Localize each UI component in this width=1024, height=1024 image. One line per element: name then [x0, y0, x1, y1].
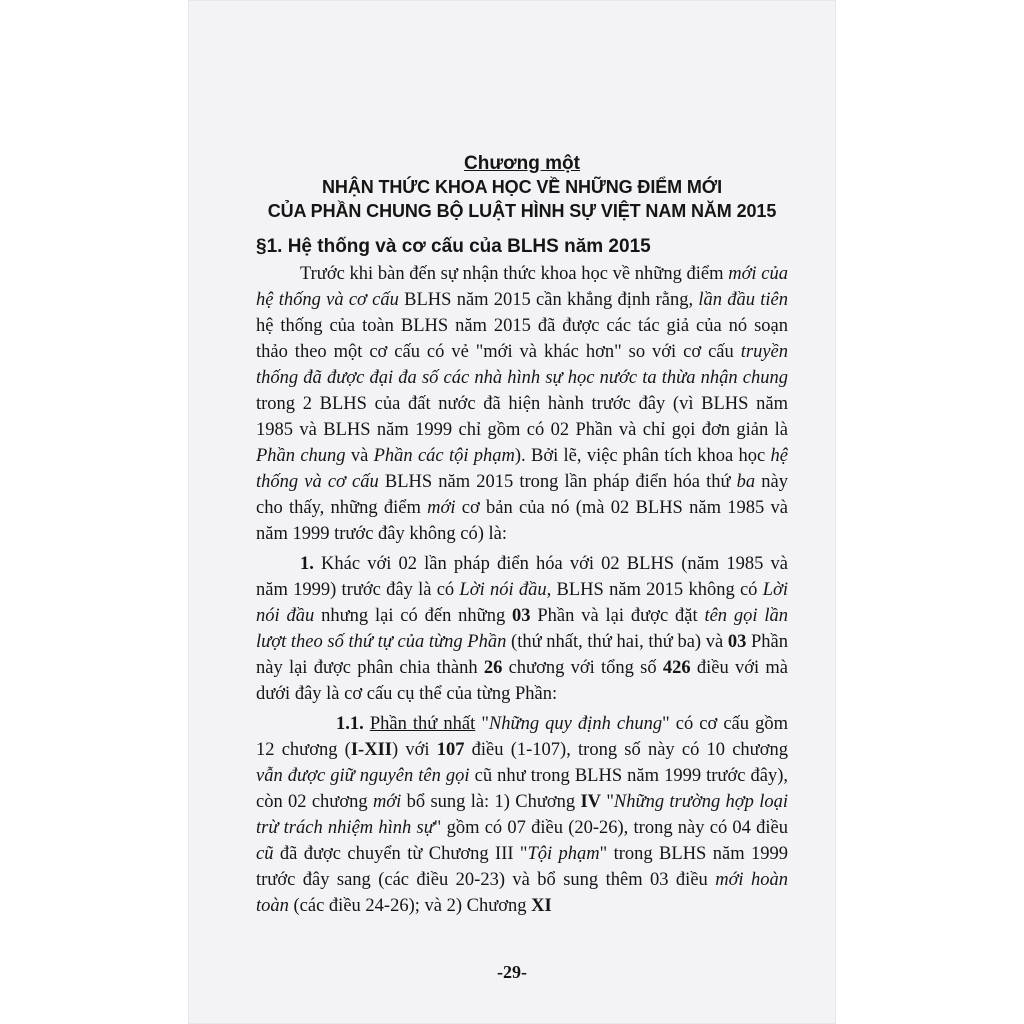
chapter-heading-line-1: NHẬN THỨC KHOA HỌC VỀ NHỮNG ĐIỂM MỚI — [322, 177, 722, 197]
paragraph-point-1 — [256, 551, 788, 707]
text-run: BLHS năm 2015 trong lần pháp điển hóa thứ — [378, 472, 737, 492]
text-run: " trong BLHS năm 1999 trước đây sang (các điều 20-23) và bổ sung thêm 03 điều — [256, 844, 788, 890]
text-run: Khác với 02 lần pháp điển hóa với 02 BLHS (năm 1985 và năm 1999) trước đây là có — [256, 554, 788, 600]
page-number: -29- — [497, 962, 527, 982]
italic-run: Những quy định chung — [488, 714, 663, 734]
text-run: điều với mà dưới đây là cơ cấu cụ thể của từng Phần: — [256, 658, 788, 704]
bold-run: 03 — [512, 606, 531, 626]
text-run: điều (1-107), trong số này có 10 chương — [464, 740, 788, 760]
text-run: này cho thấy, những điểm — [256, 472, 788, 518]
bold-run: 03 — [727, 632, 747, 652]
text-run: bổ sung là: 1) Chương — [401, 792, 581, 812]
text-run: cũ như trong BLHS năm 1999 trước đây), còn 02 chương — [256, 766, 789, 812]
italic-run: Phần các tội phạm — [373, 446, 515, 466]
text-run: BLHS năm 2015 cần khẳng định rằng, — [398, 290, 699, 310]
paragraph-point-1-1 — [256, 711, 788, 919]
text-run: ). Bởi lẽ, việc phân tích khoa học — [514, 446, 771, 466]
text-run: hệ thống của toàn BLHS năm 2015 đã được các tác giả của nó soạn thảo theo một cơ cấu có vẻ "mới và khác hơn" so với cơ cấu — [256, 316, 788, 362]
bold-run: 426 — [662, 658, 691, 678]
bold-run: 26 — [483, 658, 503, 678]
italic-run: Phần chung — [256, 446, 346, 466]
text-run: " — [601, 792, 614, 812]
bold-run: 1.1. — [336, 714, 364, 734]
text-run: ) với — [391, 740, 437, 760]
italic-run: tên gọi lần lượt theo số thứ tự của từng Phần — [256, 606, 789, 652]
italic-run: mới — [372, 792, 402, 812]
underline-run: Phần thứ nhất — [369, 714, 476, 734]
bold-run: 1. — [300, 554, 314, 574]
chapter-heading-line-2: CỦA PHẦN CHUNG BỘ LUẬT HÌNH SỰ VIỆT NAM NĂM 2015 — [267, 201, 777, 221]
text-run: (thứ nhất, thứ hai, thứ ba) và — [506, 632, 728, 652]
chapter-title: Chương một — [464, 153, 580, 174]
section-title: §1. Hệ thống và cơ cấu của BLHS năm 2015 — [256, 236, 651, 257]
text-run: " có cơ cấu gồm 12 chương ( — [256, 714, 788, 760]
italic-run: Những trường hợp loại trừ trách nhiệm hình sự — [256, 792, 788, 838]
text-run: cơ bản của nó (mà 02 BLHS năm 1985 và năm 1999 trước đây không có) là: — [256, 498, 788, 544]
bold-run: IV — [580, 792, 602, 812]
italic-run: truyền thống đã được đại đa số các nhà hình sự học nước ta thừa nhận chung — [256, 342, 788, 388]
text-run: (các điều 24-26); và 2) Chương — [288, 896, 532, 916]
text-run: nhưng lại có đến những — [314, 606, 513, 626]
italic-run: hệ thống và cơ cấu — [256, 446, 788, 492]
bold-run: I-XII — [350, 740, 392, 760]
italic-run: ba — [736, 472, 756, 492]
italic-run: mới — [427, 498, 456, 518]
text-run: đã được chuyển từ Chương III " — [273, 844, 528, 864]
paragraph-intro — [256, 261, 788, 547]
bold-run: XI — [531, 896, 552, 916]
italic-run: Tội phạm — [527, 844, 600, 864]
text-run: Trước khi bàn đến sự nhận thức khoa học về những điểm — [300, 264, 729, 284]
italic-run: cũ — [256, 844, 274, 864]
page-content — [256, 152, 788, 919]
italic-run: lần đầu tiên — [698, 290, 789, 310]
bold-run: 107 — [436, 740, 465, 760]
text-run: trong 2 BLHS của đất nước đã hiện hành trước đây (vì BLHS năm 1985 và BLHS năm 1999 chỉ gồm có 02 Phần và chỉ gọi đơn giản là — [256, 394, 788, 440]
text-run: Phần này lại được phân chia thành — [256, 632, 789, 678]
text-run: " gồm có 07 điều (20-26), trong này có 04 điều — [433, 818, 789, 838]
text-run: , BLHS năm 2015 không có — [546, 580, 763, 600]
italic-run: vẫn được giữ nguyên tên gọi — [256, 766, 470, 786]
text-run: chương với tổng số — [502, 658, 663, 678]
italic-run: Lời nói đầu — [256, 580, 788, 626]
text-run: " — [475, 714, 489, 734]
text-run: và — [345, 446, 374, 466]
text-run: Phần và lại được đặt — [530, 606, 705, 626]
italic-run: mới hoàn toàn — [256, 870, 788, 916]
italic-run: mới của hệ thống và cơ cấu — [256, 264, 788, 310]
italic-run: Lời nói đầu — [459, 580, 547, 600]
